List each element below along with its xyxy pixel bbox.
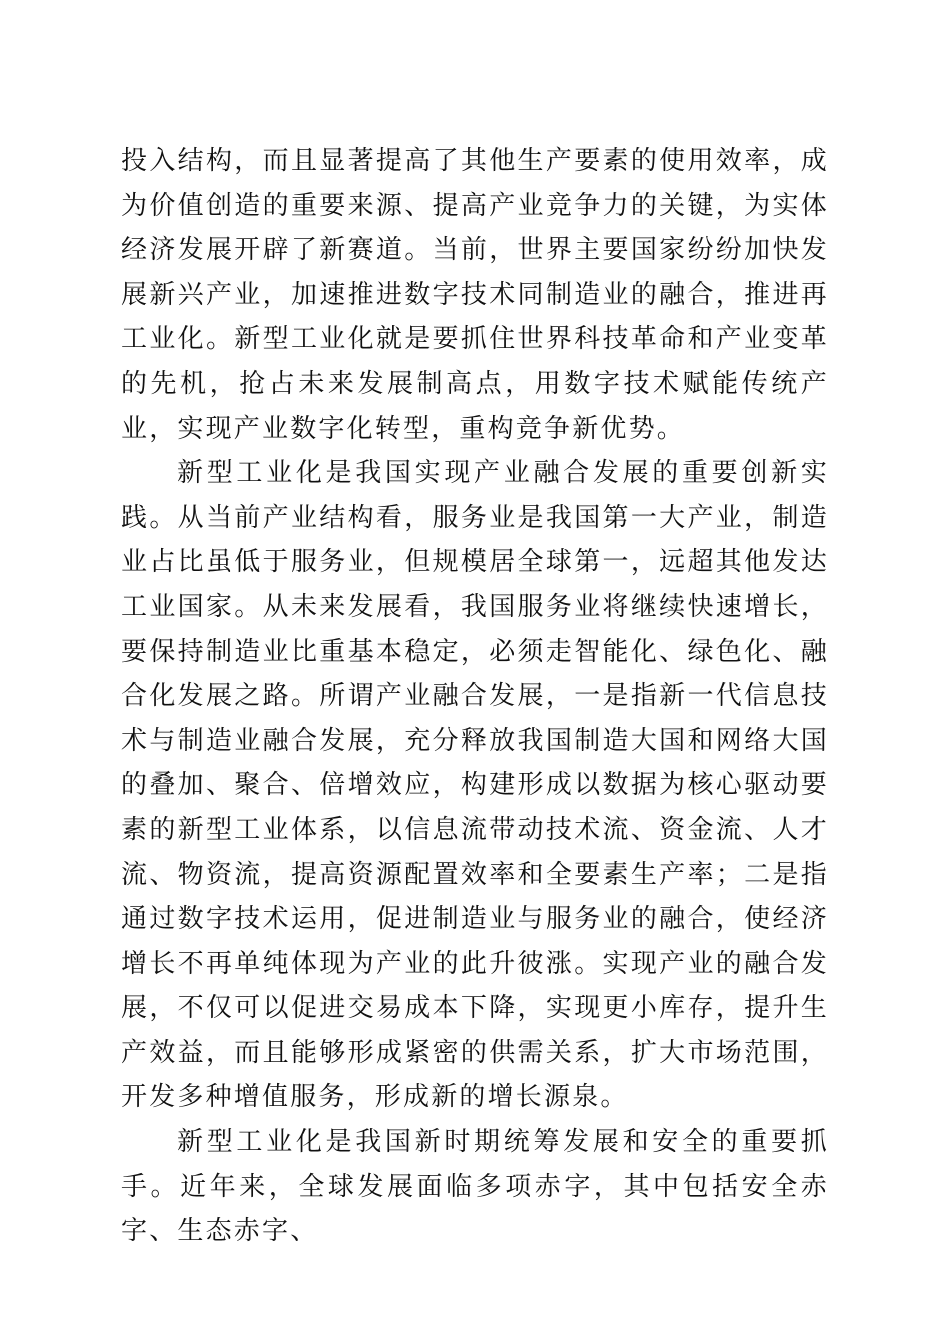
paragraph-2: 新型工业化是我国实现产业融合发展的重要创新实践。从当前产业结构看，服务业是我国第一大产业，制造业占比虽低于服务业，但规模居全球第一，远超其他发达工业国家。从未来发展看，我国服务业将继续快速增长，要保持制造业比重基本稳定，必须走智能化、绿色化、融合化发展之路。所谓产业融合发展，一是指新一代信息技术与制造业融合发展，充分释放我国制造大国和网络大国的叠加、聚合、倍增效应，构建形成以数据为核心驱动要素的新型工业体系，以信息流带动技术流、资金流、人才流、物资流，提高资源配置效率和全要素生产率；二是指通过数字技术运用，促进制造业与服务业的融合，使经济增长不再单纯体现为产业的此升彼涨。实现产业的融合发展，不仅可以促进交易成本下降，实现更小库存，提升生产效益，而且能够形成紧密的供需关系，扩大市场范围，开发多种增值服务，形成新的增长源泉。 — [121, 458, 829, 1113]
paragraph-1: 投入结构，而且显著提高了其他生产要素的使用效率，成为价值创造的重要来源、提高产业竞争力的关键，为实体经济发展开辟了新赛道。当前，世界主要国家纷纷加快发展新兴产业，加速推进数字技术同制造业的融合，推进再工业化。新型工业化就是要抓住世界科技革命和产业变革的先机，抢占未来发展制高点，用数字技术赋能传统产业，实现产业数字化转型，重构竞争新优势。 — [121, 146, 829, 444]
paragraph-3: 新型工业化是我国新时期统筹发展和安全的重要抓手。近年来，全球发展面临多项赤字，其中包括安全赤字、生态赤字、 — [121, 1127, 829, 1247]
body-text — [121, 139, 829, 1254]
